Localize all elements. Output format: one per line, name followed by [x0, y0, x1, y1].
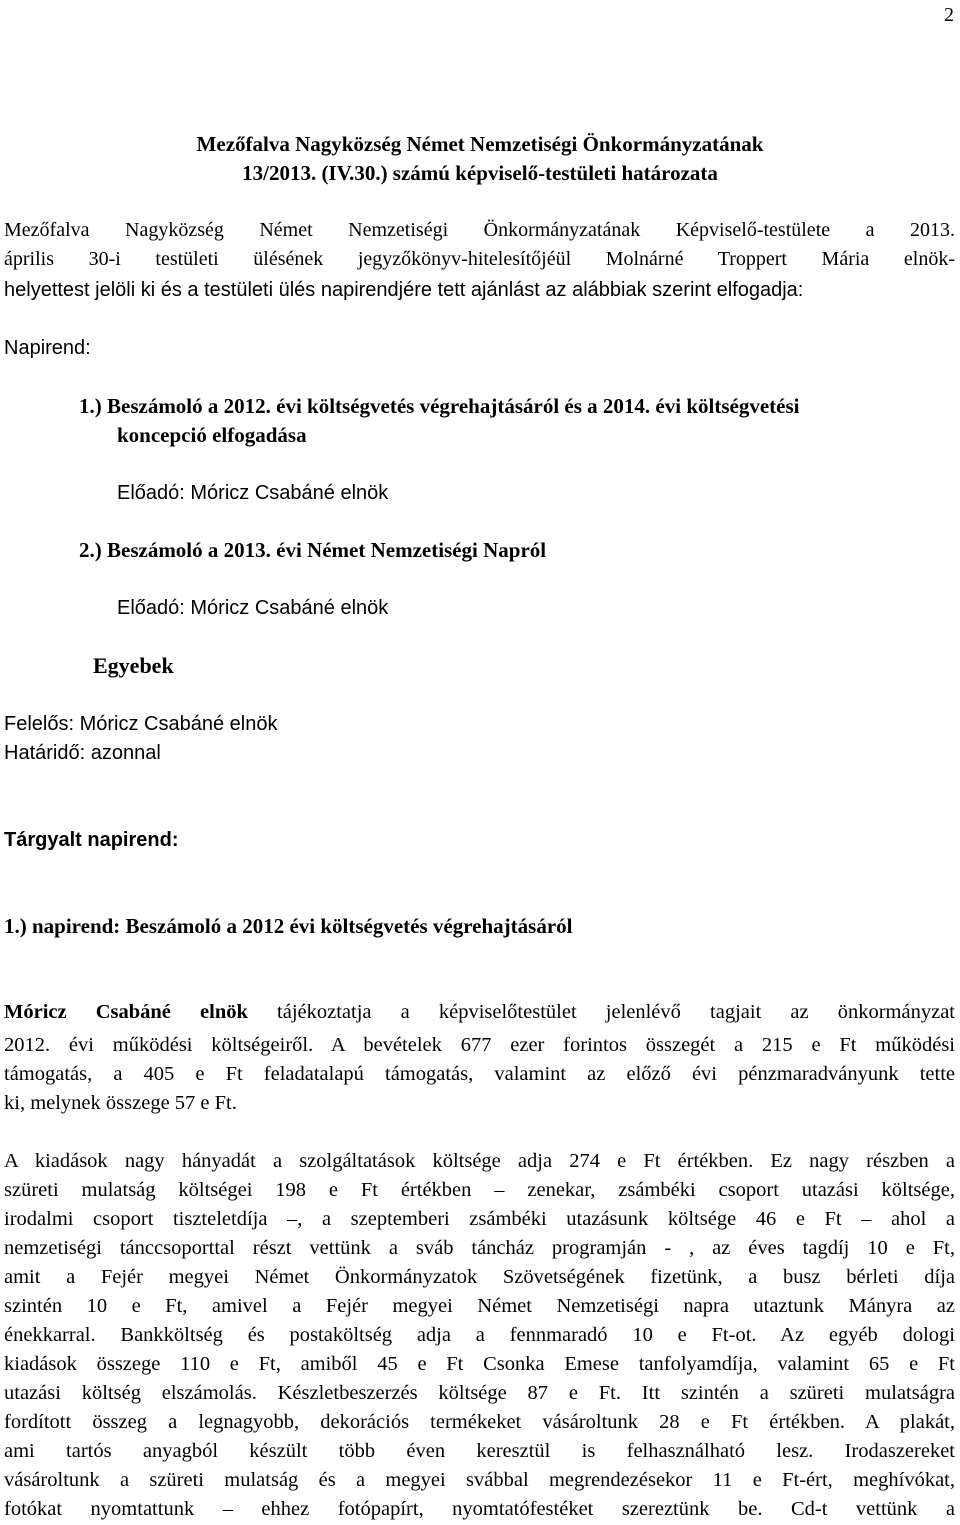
intro-line-3: helyettest jelöli ki és a testületi ülés napirendjére tett ajánlást az alábbiak szerint elfogadja:: [4, 279, 804, 301]
para2-line-5: amit a Fejér megyei Német Önkormányzatok Szövetségének fizetünk, a busz bérleti díja: [4, 1266, 955, 1288]
discussed-item: 1.) napirend: Beszámoló a 2012 évi költségvetés végrehajtásáról: [4, 914, 573, 938]
para1-line-1-text: tájékoztatja a képviselőtestület jelenlévő tagjait az önkormányzat: [247, 1001, 955, 1023]
para2-line-2: szüreti mulatság költségei 198 e Ft értékben – zenekar, zsámbéki csoport utazási költsége,: [4, 1179, 955, 1201]
agenda-other: Egyebek: [93, 653, 174, 678]
intro-line-2: április 30-i testületi ülésének jegyzőkönyv-hitelesítőjéül Molnárné Troppert Mária elnök-: [4, 248, 955, 270]
para1-line-3: támogatás, a 405 e Ft feladatalapú támogatás, valamint az előző évi pénzmaradványunk tette: [4, 1063, 955, 1085]
para2-line-8: kiadások összege 110 e Ft, amiből 45 e Ft Csonka Emese tanfolyamdíja, valamint 65 e Ft: [4, 1353, 955, 1375]
para2-line-9: utazási költség elszámolás. Készletbeszerzés költsége 87 e Ft. Itt szintén a szüreti mulatságra: [4, 1382, 955, 1404]
resolution-title-line1: Mezőfalva Nagyközség Német Nemzetiségi Önkormányzatának: [196, 132, 764, 156]
para2-line-10: fordított összeg a legnagyobb, dekorációs termékeket vásároltunk 28 e Ft értékben. A plakát,: [4, 1411, 955, 1433]
agenda-item-2: 2.) Beszámoló a 2013. évi Német Nemzetiségi Napról: [79, 538, 547, 562]
para2-line-3: irodalmi csoport tiszteletdíja –, a szeptemberi zsámbéki utazásunk költsége 46 e Ft – ahol a: [4, 1208, 955, 1230]
page-number: 2: [944, 4, 954, 26]
para2-line-6: szintén 10 e Ft, amivel a Fejér megyei Német Nemzetiségi napra utaztunk Mányra az: [4, 1295, 955, 1317]
discussed-heading: Tárgyalt napirend:: [4, 829, 179, 851]
para2-line-12: vásároltunk a szüreti mulatság és a megyei svábbal megrendezésekor 11 e Ft-ért, meghívókat,: [4, 1469, 955, 1491]
deadline: Határidő: azonnal: [4, 742, 161, 764]
para1-line-2: 2012. évi működési költségeiről. A bevételek 677 ezer forintos összegét a 215 e Ft működési: [4, 1034, 955, 1056]
para2-line-13: fotókat nyomtattunk – ehhez fotópapírt, nyomtatófestéket szereztünk be. Cd-t vettünk a: [4, 1498, 955, 1520]
agenda-heading: Napirend:: [4, 337, 91, 359]
para2-line-1: A kiadások nagy hányadát a szolgáltatások költsége adja 274 e Ft értékben. Ez nagy részben a: [4, 1150, 955, 1172]
responsible: Felelős: Móricz Csabáné elnök: [4, 713, 278, 735]
para1-line-1: [4, 998, 955, 1027]
agenda-item-1-presenter: Előadó: Móricz Csabáné elnök: [117, 482, 389, 504]
para2-line-7: énekkarral. Bankköltség és postaköltség adja a fennmaradó 10 e Ft-ot. Az egyéb dologi: [4, 1324, 955, 1346]
agenda-item-1-cont: koncepció elfogadása: [117, 423, 307, 447]
intro-line-1: Mezőfalva Nagyközség Német Nemzetiségi Önkormányzatának Képviselő-testülete a 2013.: [4, 219, 955, 241]
resolution-title-line2: 13/2013. (IV.30.) számú képviselő-testületi határozata: [242, 161, 718, 185]
para1-line-4: ki, melynek összege 57 e Ft.: [4, 1092, 237, 1114]
para2-line-11: ami tartós anyagból készült több éven keresztül is felhasználható lesz. Irodaszereket: [4, 1440, 955, 1462]
agenda-item-1: 1.) Beszámoló a 2012. évi költségvetés végrehajtásáról és a 2014. évi költségvetési: [79, 394, 800, 418]
chair-name: Móricz Csabáné elnök: [4, 1001, 248, 1023]
agenda-item-2-presenter: Előadó: Móricz Csabáné elnök: [117, 597, 389, 619]
para2-line-4: nemzetiségi tánccsoporttal részt vettünk a sváb táncház programján - , az éves tagdíj 10 e Ft,: [4, 1237, 955, 1259]
